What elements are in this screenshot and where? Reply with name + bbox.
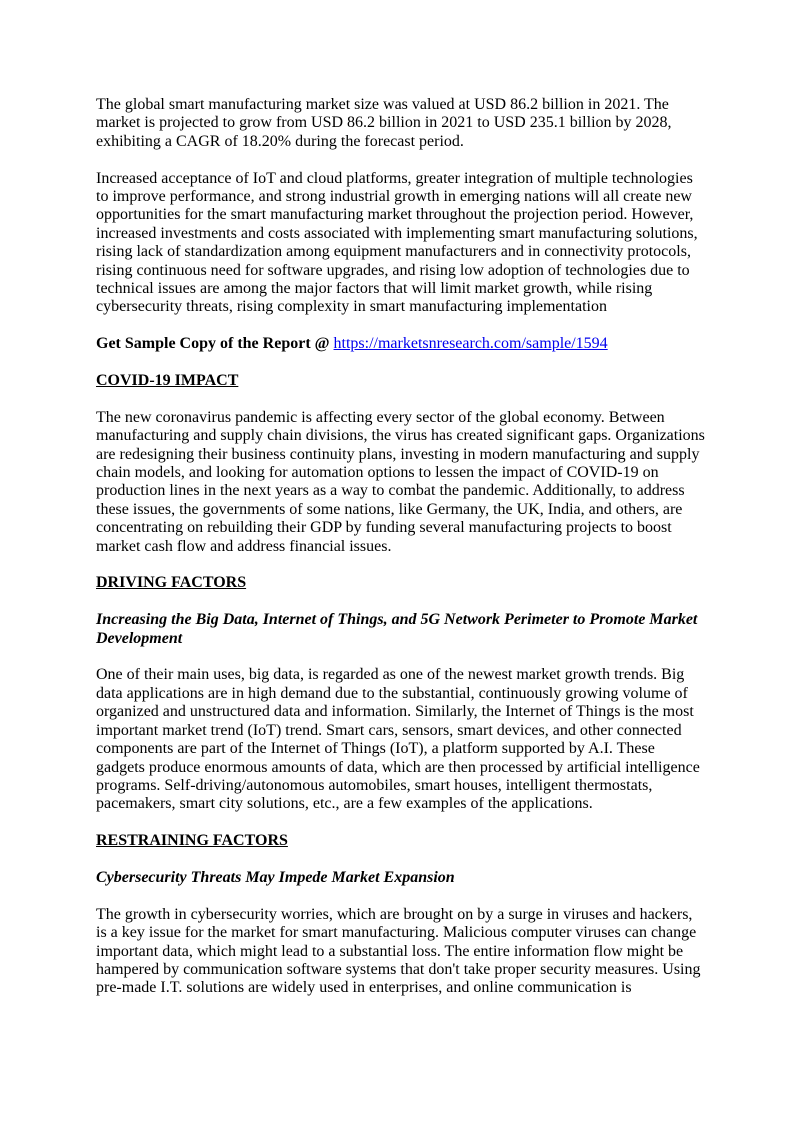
driving-factors-subheading: Increasing the Big Data, Internet of Things, and 5G Network Perimeter to Promote Market Development	[96, 611, 698, 647]
intro-paragraph-market-size: The global smart manufacturing market size was valued at USD 86.2 billion in 2021. The market is projected to grow from USD 86.2 billion in 2021 to USD 235.1 billion by 2028, exhibiting a CAGR of 18.20% during the forecast period.	[96, 96, 672, 150]
sample-copy-line	[96, 335, 706, 353]
restraining-factors-paragraph: The growth in cybersecurity worries, which are brought on by a surge in viruses and hackers, is a key issue for the market for smart manufacturing. Malicious computer viruses can change important data, which might lead to a substantial loss. The entire information flow might be hampered by communication software systems that don't take proper security measures. Using pre-made I.T. solutions are widely used in enterprises, and online communication is	[96, 905, 701, 997]
driving-factors-paragraph: One of their main uses, big data, is regarded as one of the newest market growth trends. Big data applications are in high demand due to the substantial, continuously growing volume of organized and unstructured data and information. Similarly, the Internet of Things is the most important market trend (IoT) trend. Smart cars, sensors, smart devices, and other connected components are part of the Internet of Things (IoT), a platform supported by A.I. These gadgets produce enormous amounts of data, which are then processed by artificial intelligence programs. Self-driving/autonomous automobiles, smart houses, intelligent thermostats, pacemakers, smart city solutions, etc., are a few examples of the applications.	[96, 666, 700, 813]
document-page	[96, 96, 706, 1016]
covid-impact-paragraph: The new coronavirus pandemic is affecting every sector of the global economy. Between manufacturing and supply chain divisions, the virus has created significant gaps. Organizations are redesigning their business continuity plans, investing in modern manufacturing and supply chain models, and looking for automation options to lessen the impact of COVID-19 on production lines in the next years as a way to combat the pandemic. Additionally, to address these issues, the governments of some nations, like Germany, the UK, India, and others, are concentrating on rebuilding their GDP by funding several manufacturing projects to boost market cash flow and address financial issues.	[96, 408, 705, 555]
sample-copy-link[interactable]: https://marketsnresearch.com/sample/1594	[333, 335, 608, 353]
intro-paragraph-outlook: Increased acceptance of IoT and cloud platforms, greater integration of multiple technologies to improve performance, and strong industrial growth in emerging nations will all create new opportunities for the smart manufacturing market throughout the projection period. However, increased investments and costs associated with implementing smart manufacturing solutions, rising lack of standardization among equipment manufacturers and in connectivity protocols, rising continuous need for software upgrades, and rising low adoption of technologies due to technical issues are among the major factors that will limit market growth, while rising cybersecurity threats, rising complexity in smart manufacturing implementation	[96, 169, 698, 316]
driving-factors-heading: DRIVING FACTORS	[96, 574, 247, 592]
covid-impact-heading: COVID-19 IMPACT	[96, 372, 239, 390]
restraining-factors-subheading: Cybersecurity Threats May Impede Market Expansion	[96, 868, 455, 886]
sample-copy-label: Get Sample Copy of the Report @	[96, 335, 334, 353]
restraining-factors-heading: RESTRAINING FACTORS	[96, 832, 288, 850]
